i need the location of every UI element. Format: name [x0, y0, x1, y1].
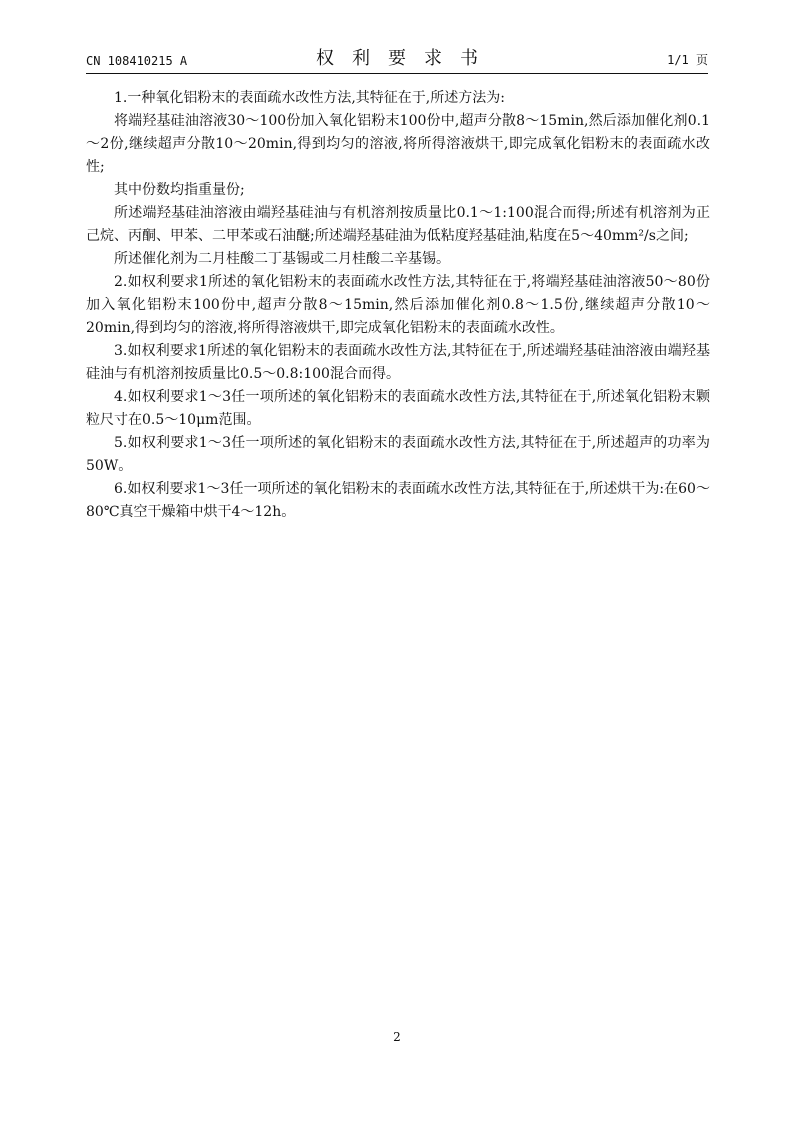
- claim-1-weight-note: 其中份数均指重量份;: [114, 182, 245, 198]
- page-number: 2: [393, 1030, 401, 1044]
- claims-body: [86, 87, 710, 524]
- claim-1-method-step: 将端羟基硅油溶液30～100份加入氧化铝粉末100份中,超声分散8～15min,然后添加催化剂0.1～2份,继续超声分散10～20min,得到均匀的溶液,将所得溶液烘干,即完成氧化铝粉末的表面疏水改性;: [86, 113, 710, 175]
- claim-6: 6.如权利要求1～3任一项所述的氧化铝粉末的表面疏水改性方法,其特征在于,所述烘干为:在60～80℃真空干燥箱中烘干4～12h。: [86, 481, 710, 520]
- header-divider: [86, 73, 708, 74]
- document-title: 权利要求书: [316, 48, 496, 69]
- page-count: 1/1 页: [667, 53, 708, 67]
- claim-5: 5.如权利要求1～3任一项所述的氧化铝粉末的表面疏水改性方法,其特征在于,所述超声的功率为50W。: [86, 435, 710, 474]
- claim-1-solution-definition: 所述端羟基硅油溶液由端羟基硅油与有机溶剂按质量比0.1～1:100混合而得;所述有机溶剂为正己烷、丙酮、甲苯、二甲苯或石油醚;所述端羟基硅油为低粘度羟基硅油,粘度在5～40mm²/s之间;: [86, 205, 710, 244]
- claim-3: 3.如权利要求1所述的氧化铝粉末的表面疏水改性方法,其特征在于,所述端羟基硅油溶液由端羟基硅油与有机溶剂按质量比0.5～0.8:100混合而得。: [86, 343, 710, 382]
- page-header: [86, 44, 708, 72]
- claim-1-preamble: 1.一种氧化铝粉末的表面疏水改性方法,其特征在于,所述方法为:: [114, 90, 505, 106]
- claim-2: 2.如权利要求1所述的氧化铝粉末的表面疏水改性方法,其特征在于,将端羟基硅油溶液50～80份加入氧化铝粉末100份中,超声分散8～15min,然后添加催化剂0.8～1.5份,继续超声分散10～20min,得到均匀的溶液,将所得溶液烘干,即完成氧化铝粉末的表面疏水改性。: [86, 274, 710, 336]
- claim-4: 4.如权利要求1～3任一项所述的氧化铝粉末的表面疏水改性方法,其特征在于,所述氧化铝粉末颗粒尺寸在0.5～10μm范围。: [86, 389, 710, 428]
- claim-1-catalyst-definition: 所述催化剂为二月桂酸二丁基锡或二月桂酸二辛基锡。: [114, 251, 450, 267]
- publication-number: CN 108410215 A: [86, 54, 188, 68]
